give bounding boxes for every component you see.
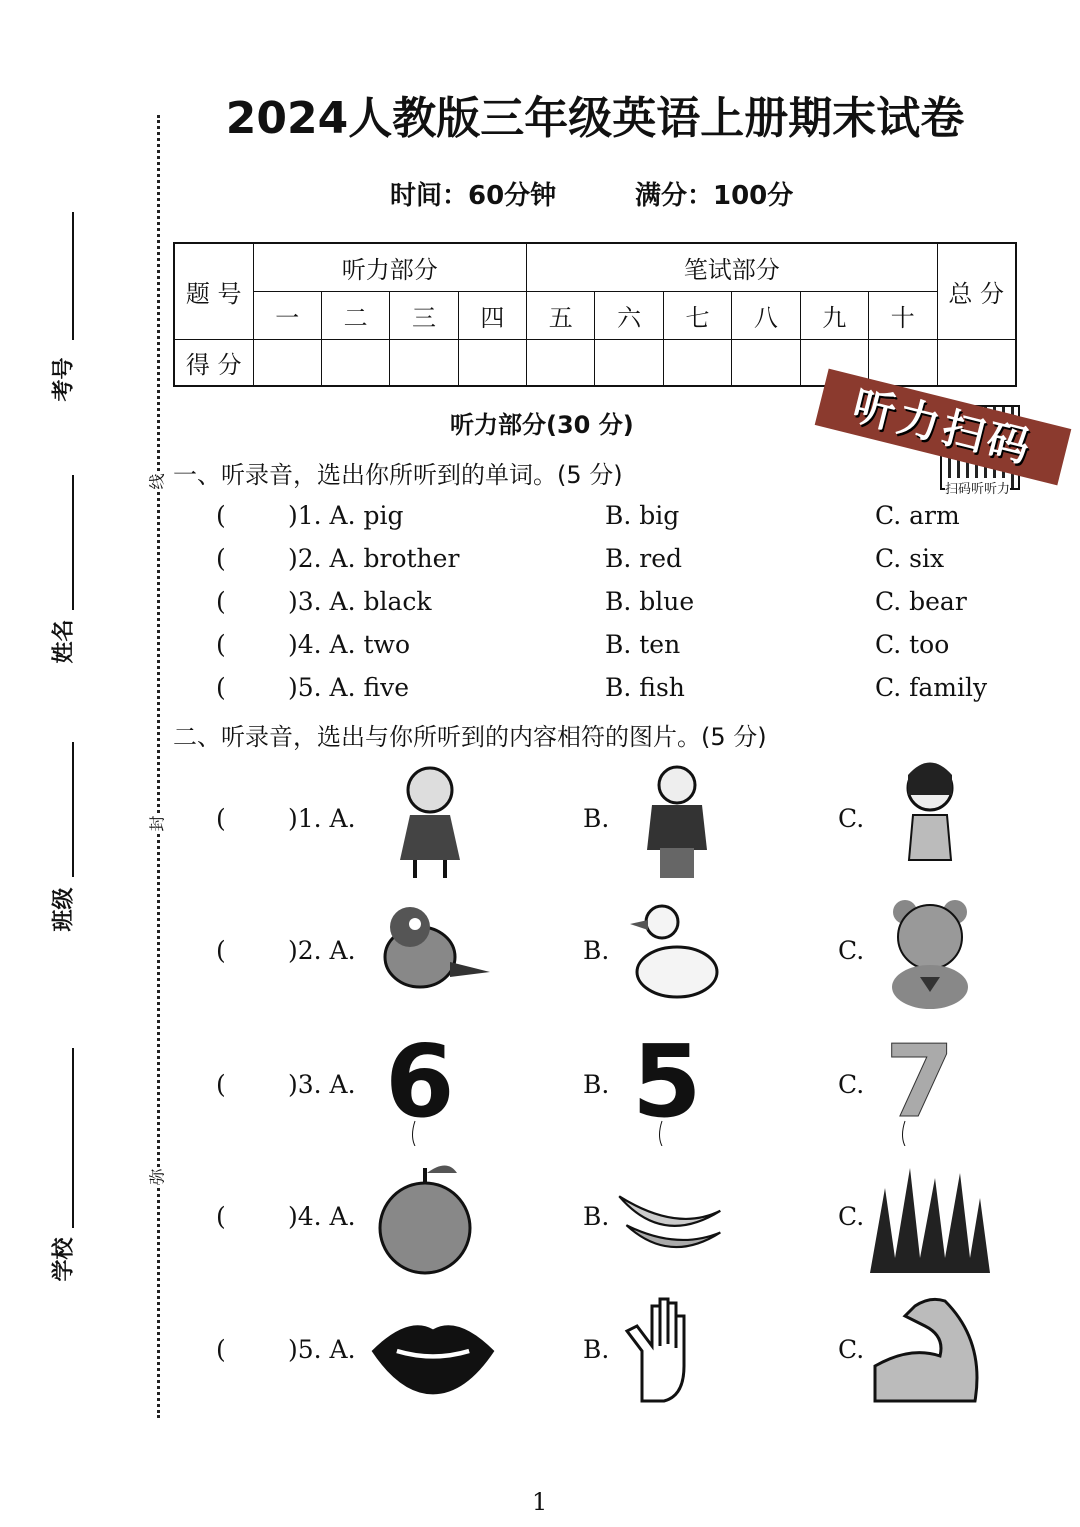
answer-paren[interactable]: ( <box>216 1202 226 1231</box>
name-label: 姓名 <box>51 619 77 664</box>
listening-header: 听力部分 <box>253 243 527 291</box>
option-c: C. <box>838 1202 865 1231</box>
woman-picture <box>865 760 995 880</box>
question-number: 一 <box>253 291 321 339</box>
option-b: B. red <box>605 544 683 573</box>
option-a: )5. A. <box>288 1335 356 1364</box>
qr-caption: 扫码听听力 <box>945 478 1010 497</box>
score-cell[interactable] <box>458 339 526 386</box>
answer-paren[interactable]: ( <box>216 501 226 530</box>
score-cell[interactable] <box>321 339 389 386</box>
option-a: )1. A. <box>288 804 356 833</box>
question-number: 八 <box>732 291 800 339</box>
answer-paren[interactable]: ( <box>216 804 226 833</box>
svg-text:7: 7 <box>885 1026 955 1140</box>
option-c: C. <box>838 1335 865 1364</box>
grass-picture <box>865 1158 995 1278</box>
exam-time: 时间：60分钟 <box>390 181 557 211</box>
answer-paren[interactable]: ( <box>216 1070 226 1099</box>
question-number: 五 <box>527 291 595 339</box>
teddy-bear-picture <box>865 892 995 1012</box>
question-number: 三 <box>390 291 458 339</box>
seal-char: 封 <box>145 815 168 831</box>
option-a: )3. A. black <box>288 587 432 616</box>
score-cell[interactable] <box>869 339 937 386</box>
page-title: 2024人教版三年级英语上册期末试卷 <box>225 93 965 144</box>
option-c: C. six <box>875 544 945 573</box>
question-number: 二 <box>321 291 389 339</box>
school-line[interactable] <box>72 1048 74 1228</box>
option-c: C. bear <box>875 587 967 616</box>
hand-picture <box>612 1291 742 1411</box>
seal-line <box>157 115 160 1418</box>
duck-picture <box>612 892 742 1012</box>
class-line[interactable] <box>72 742 74 877</box>
option-b: B. fish <box>605 673 685 702</box>
score-table <box>173 242 1017 387</box>
svg-text:5: 5 <box>632 1026 702 1140</box>
option-c: C. family <box>875 673 988 702</box>
option-a: )2. A. brother <box>288 544 460 573</box>
page-number: 1 <box>532 1488 548 1516</box>
option-b: B. <box>583 1335 610 1364</box>
option-b: B. <box>583 804 610 833</box>
class-label: 班级 <box>51 887 77 932</box>
question-number: 四 <box>458 291 526 339</box>
six-picture <box>365 1026 495 1146</box>
header-label: 题 号 <box>174 243 253 339</box>
option-c: C. arm <box>875 501 960 530</box>
answer-paren[interactable]: ( <box>216 544 226 573</box>
option-a: )5. A. five <box>288 673 410 702</box>
option-c: C. too <box>875 630 950 659</box>
question-number: 七 <box>663 291 731 339</box>
option-b: B. blue <box>605 587 695 616</box>
score-cell[interactable] <box>390 339 458 386</box>
option-c: C. <box>838 804 865 833</box>
total-header: 总 分 <box>937 243 1016 339</box>
seven-picture <box>865 1026 995 1146</box>
seal-char: 弥 <box>145 1168 168 1184</box>
listening-heading: 听力部分(30 分) <box>450 411 634 439</box>
answer-paren[interactable]: ( <box>216 1335 226 1364</box>
bird-picture <box>365 892 495 1012</box>
question-number: 六 <box>595 291 663 339</box>
option-a: )4. A. <box>288 1202 356 1231</box>
option-c: C. <box>838 1070 865 1099</box>
seal-char: 线 <box>145 473 168 489</box>
score-cell[interactable] <box>663 339 731 386</box>
option-a: )3. A. <box>288 1070 356 1099</box>
grandpa-picture <box>612 760 742 880</box>
writing-header: 笔试部分 <box>527 243 937 291</box>
option-a: )4. A. two <box>288 630 410 659</box>
school-label: 学校 <box>51 1237 77 1282</box>
girl-picture <box>365 760 495 880</box>
option-b: B. big <box>605 501 680 530</box>
score-cell[interactable] <box>253 339 321 386</box>
section2-heading: 二、听录音，选出与你所听到的内容相符的图片。(5 分) <box>173 723 767 751</box>
score-cell[interactable] <box>595 339 663 386</box>
score-cell[interactable] <box>527 339 595 386</box>
option-b: B. <box>583 936 610 965</box>
apple-picture <box>365 1158 495 1278</box>
score-cell[interactable] <box>732 339 800 386</box>
banana-picture <box>612 1158 742 1278</box>
option-a: )2. A. <box>288 936 356 965</box>
answer-paren[interactable]: ( <box>216 673 226 702</box>
five-picture <box>612 1026 742 1146</box>
svg-text:6: 6 <box>385 1026 455 1140</box>
option-b: B. ten <box>605 630 681 659</box>
mouth-picture <box>368 1291 498 1411</box>
exam-no-line[interactable] <box>72 212 74 340</box>
question-number: 九 <box>800 291 868 339</box>
answer-paren[interactable]: ( <box>216 630 226 659</box>
section1-heading: 一、听录音，选出你所听到的单词。(5 分) <box>173 461 623 489</box>
option-b: B. <box>583 1070 610 1099</box>
full-score: 满分：100分 <box>635 181 794 211</box>
option-c: C. <box>838 936 865 965</box>
option-b: B. <box>583 1202 610 1231</box>
total-score-cell[interactable] <box>937 339 1016 386</box>
listen-scan-stamp: 听力扫码 <box>815 369 1072 486</box>
answer-paren[interactable]: ( <box>216 936 226 965</box>
exam-no-label: 考号 <box>51 357 77 402</box>
arm-picture <box>865 1291 995 1411</box>
option-a: )1. A. pig <box>288 501 404 530</box>
question-number: 十 <box>869 291 937 339</box>
answer-paren[interactable]: ( <box>216 587 226 616</box>
score-label: 得 分 <box>174 339 253 386</box>
name-line[interactable] <box>72 475 74 610</box>
